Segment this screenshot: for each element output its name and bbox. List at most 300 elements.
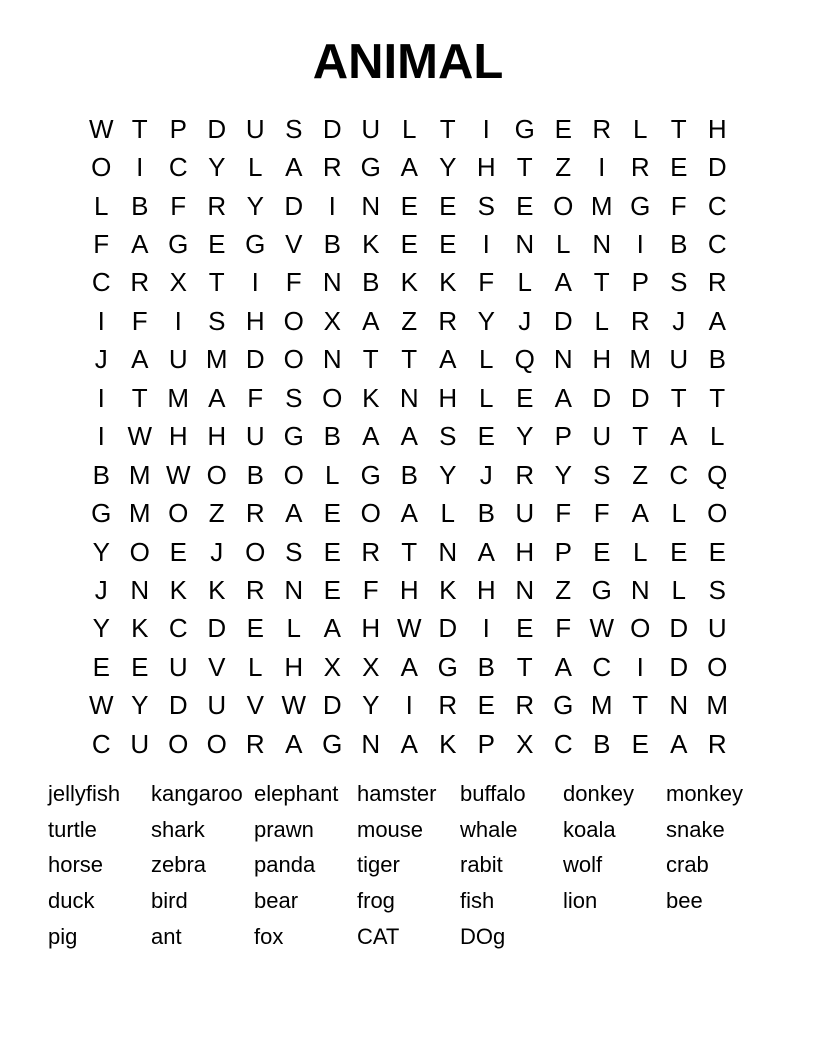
grid-letter: O (283, 344, 304, 375)
grid-letter: A (400, 498, 418, 529)
grid-letter: Y (92, 613, 110, 644)
grid-letter: L (594, 305, 609, 336)
grid-letter: P (554, 536, 572, 567)
word-list-item: horse (48, 852, 104, 878)
grid-letter: H (707, 113, 727, 144)
word-list-item: whale (460, 816, 518, 842)
word-list-item: prawn (254, 816, 314, 842)
grid-letter: X (323, 305, 341, 336)
word-list-item: buffalo (460, 780, 526, 806)
grid-letter: F (170, 190, 187, 221)
word-list-item: monkey (666, 780, 744, 806)
grid-letter: E (670, 152, 688, 183)
grid-letter: L (479, 382, 494, 413)
grid-letter: A (554, 267, 572, 298)
grid-letter: G (553, 690, 574, 721)
word-list-empty-cell (666, 919, 769, 955)
grid-letter: I (97, 305, 105, 336)
word-search-grid (82, 110, 737, 763)
grid-letter: N (322, 267, 342, 298)
grid-letter: R (438, 305, 458, 336)
grid-letter: L (248, 651, 263, 682)
grid-letter: X (516, 728, 534, 759)
grid-letter: T (632, 690, 649, 721)
word-list-empty-cell (563, 919, 666, 955)
grid-letter: U (130, 728, 150, 759)
grid-letter: R (322, 152, 342, 183)
grid-letter: E (323, 498, 341, 529)
grid-letter: O (707, 651, 728, 682)
grid-letter: H (361, 613, 381, 644)
grid-letter: X (169, 267, 187, 298)
grid-letter: H (245, 305, 265, 336)
grid-letter: R (707, 728, 727, 759)
grid-letter: Y (477, 305, 495, 336)
grid-letter: F (285, 267, 302, 298)
grid-letter: R (630, 152, 650, 183)
word-list-item: bee (666, 888, 703, 914)
grid-letter: P (631, 267, 649, 298)
grid-letter: O (707, 498, 728, 529)
grid-letter: U (245, 421, 265, 452)
grid-letter: U (361, 113, 381, 144)
grid-letter: L (710, 421, 725, 452)
grid-letter: G (168, 229, 189, 260)
grid-letter: D (207, 113, 227, 144)
grid-letter: T (401, 536, 418, 567)
word-list-item: fish (460, 888, 495, 914)
grid-letter: F (362, 574, 379, 605)
grid-letter: D (207, 613, 227, 644)
grid-letter: R (515, 690, 535, 721)
word-list-item: bird (151, 888, 188, 914)
grid-letter: F (131, 305, 148, 336)
grid-letter: G (360, 152, 381, 183)
grid-letter: C (707, 229, 727, 260)
grid-letter: T (516, 651, 533, 682)
grid-letter: L (402, 113, 417, 144)
grid-letter: U (168, 344, 188, 375)
word-list-item: donkey (563, 780, 634, 806)
grid-letter: J (210, 536, 224, 567)
grid-letter: Z (555, 574, 572, 605)
grid-letter: G (437, 651, 458, 682)
grid-letter: E (670, 536, 688, 567)
grid-letter: P (477, 728, 495, 759)
grid-letter: O (129, 536, 150, 567)
grid-letter: T (593, 267, 610, 298)
grid-letter: F (478, 267, 495, 298)
grid-letter: J (94, 574, 108, 605)
grid-letter: O (245, 536, 266, 567)
grid-letter: G (283, 421, 304, 452)
grid-letter: T (362, 344, 379, 375)
grid-letter: R (245, 498, 265, 529)
grid-letter: D (284, 190, 304, 221)
grid-letter: C (669, 459, 689, 490)
word-list-item: kangaroo (151, 780, 243, 806)
grid-letter: Q (514, 344, 535, 375)
grid-letter: B (362, 267, 380, 298)
grid-letter: L (671, 574, 686, 605)
grid-letter: J (479, 459, 493, 490)
grid-letter: F (555, 498, 572, 529)
grid-letter: E (477, 690, 495, 721)
grid-letter: D (322, 690, 342, 721)
grid-letter: A (285, 152, 303, 183)
grid-letter: A (400, 728, 418, 759)
grid-letter: U (669, 344, 689, 375)
grid-letter: E (400, 190, 418, 221)
grid-letter: T (401, 344, 418, 375)
grid-letter: D (553, 305, 573, 336)
grid-letter: E (131, 651, 149, 682)
word-list-item: panda (254, 852, 316, 878)
word-list-item: fox (254, 924, 284, 950)
grid-letter: N (592, 229, 612, 260)
grid-letter: W (589, 613, 615, 644)
grid-letter: Z (632, 459, 649, 490)
grid-letter: A (362, 421, 380, 452)
word-list-item: turtle (48, 816, 97, 842)
grid-letter: T (439, 113, 456, 144)
grid-letter: O (360, 498, 381, 529)
grid-letter: D (630, 382, 650, 413)
grid-letter: O (630, 613, 651, 644)
grid-letter: I (482, 613, 490, 644)
grid-letter: G (591, 574, 612, 605)
grid-letter: W (281, 690, 307, 721)
grid-letter: K (439, 574, 457, 605)
grid-letter: N (322, 344, 342, 375)
grid-letter: L (325, 459, 340, 490)
grid-letter: K (169, 574, 187, 605)
grid-letter: C (553, 728, 573, 759)
page-title: ANIMAL (312, 35, 504, 89)
grid-letter: Y (439, 459, 457, 490)
grid-letter: S (285, 382, 303, 413)
grid-letter: I (97, 421, 105, 452)
grid-letter: R (130, 267, 150, 298)
grid-letter: D (168, 690, 188, 721)
grid-letter: I (598, 152, 606, 183)
grid-letter: S (708, 574, 726, 605)
grid-letter: A (362, 305, 380, 336)
grid-letter: Y (246, 190, 264, 221)
grid-letter: V (246, 690, 264, 721)
grid-letter: U (245, 113, 265, 144)
grid-letter: E (516, 382, 534, 413)
grid-letter: I (405, 690, 413, 721)
grid-letter: S (285, 113, 303, 144)
grid-letter: M (590, 690, 613, 721)
grid-letter: K (362, 382, 380, 413)
grid-letter: T (516, 152, 533, 183)
grid-letter: B (131, 190, 149, 221)
grid-letter: L (440, 498, 455, 529)
grid-letter: O (168, 728, 189, 759)
grid-letter: J (518, 305, 532, 336)
grid-letter: E (400, 229, 418, 260)
grid-letter: A (670, 421, 688, 452)
word-list-item: pig (48, 924, 78, 950)
word-list-item: bear (254, 888, 299, 914)
grid-letter: R (630, 305, 650, 336)
grid-letter: A (208, 382, 226, 413)
grid-letter: K (439, 267, 457, 298)
grid-letter: F (93, 229, 110, 260)
grid-letter: F (247, 382, 264, 413)
grid-letter: A (285, 728, 303, 759)
grid-letter: T (131, 113, 148, 144)
grid-letter: S (439, 421, 457, 452)
grid-letter: A (439, 344, 457, 375)
grid-letter: O (91, 152, 112, 183)
grid-letter: E (323, 574, 341, 605)
grid-letter: H (515, 536, 535, 567)
grid-letter: N (669, 690, 689, 721)
grid-letter: F (670, 190, 687, 221)
grid-letter: C (91, 728, 111, 759)
grid-letter: B (593, 728, 611, 759)
grid-letter: Q (707, 459, 728, 490)
grid-letter: A (554, 382, 572, 413)
grid-letter: M (629, 344, 652, 375)
grid-letter: D (669, 651, 689, 682)
grid-letter: T (709, 382, 726, 413)
grid-letter: K (439, 728, 457, 759)
word-list-item: zebra (151, 852, 207, 878)
grid-letter: J (672, 305, 686, 336)
grid-letter: I (328, 190, 336, 221)
grid-letter: S (477, 190, 495, 221)
grid-letter: C (707, 190, 727, 221)
grid-letter: T (131, 382, 148, 413)
grid-letter: W (165, 459, 191, 490)
grid-letter: N (284, 574, 304, 605)
grid-letter: Y (439, 152, 457, 183)
grid-letter: M (128, 498, 151, 529)
word-list-item: crab (666, 852, 709, 878)
grid-letter: B (400, 459, 418, 490)
grid-letter: Z (555, 152, 572, 183)
grid-letter: Y (516, 421, 534, 452)
grid-letter: V (208, 651, 226, 682)
grid-letter: G (91, 498, 112, 529)
grid-letter: W (88, 113, 114, 144)
grid-letter: A (400, 651, 418, 682)
grid-letter: T (670, 113, 687, 144)
grid-letter: A (131, 229, 149, 260)
word-list (48, 776, 769, 955)
grid-letter: M (590, 190, 613, 221)
grid-letter: E (208, 229, 226, 260)
grid-letter: I (251, 267, 259, 298)
grid-letter: R (207, 190, 227, 221)
grid-letter: G (514, 113, 535, 144)
grid-letter: E (439, 190, 457, 221)
grid-letter: M (205, 344, 228, 375)
grid-letter: B (708, 344, 726, 375)
grid-letter: L (633, 536, 648, 567)
grid-letter: E (477, 421, 495, 452)
grid-letter: I (636, 651, 644, 682)
grid-letter: D (322, 113, 342, 144)
grid-letter: U (592, 421, 612, 452)
grid-letter: B (477, 651, 495, 682)
grid-letter: L (479, 344, 494, 375)
grid-letter: A (670, 728, 688, 759)
grid-letter: C (91, 267, 111, 298)
grid-letter: E (631, 728, 649, 759)
grid-letter: L (633, 113, 648, 144)
grid-letter: E (323, 536, 341, 567)
grid-letter: G (630, 190, 651, 221)
grid-letter: Y (362, 690, 380, 721)
grid-letter: I (482, 229, 490, 260)
grid-letter: T (670, 382, 687, 413)
grid-letter: F (593, 498, 610, 529)
grid-letter: K (131, 613, 149, 644)
grid-letter: F (555, 613, 572, 644)
grid-letter: D (669, 613, 689, 644)
grid-letter: C (168, 152, 188, 183)
grid-letter: M (128, 459, 151, 490)
grid-letter: K (400, 267, 418, 298)
grid-letter: H (399, 574, 419, 605)
grid-letter: N (361, 190, 381, 221)
grid-letter: O (283, 305, 304, 336)
grid-letter: N (515, 574, 535, 605)
grid-letter: N (130, 574, 150, 605)
grid-letter: O (283, 459, 304, 490)
word-list-item: CAT (357, 924, 400, 950)
grid-letter: S (208, 305, 226, 336)
grid-letter: I (136, 152, 144, 183)
grid-letter: E (516, 190, 534, 221)
grid-letter: I (636, 229, 644, 260)
grid-letter: S (285, 536, 303, 567)
grid-letter: O (206, 459, 227, 490)
grid-letter: E (708, 536, 726, 567)
grid-letter: U (515, 498, 535, 529)
grid-letter: R (245, 728, 265, 759)
word-list-item: rabit (460, 852, 503, 878)
grid-letter: B (92, 459, 110, 490)
grid-letter: N (361, 728, 381, 759)
grid-letter: T (632, 421, 649, 452)
grid-letter: S (670, 267, 688, 298)
word-list-item: jellyfish (48, 780, 121, 806)
grid-letter: B (323, 421, 341, 452)
grid-letter: R (438, 690, 458, 721)
grid-letter: H (476, 574, 496, 605)
grid-letter: S (593, 459, 611, 490)
word-list-item: mouse (357, 816, 424, 842)
grid-letter: A (631, 498, 649, 529)
grid-letter: E (246, 613, 264, 644)
grid-letter: H (207, 421, 227, 452)
grid-letter: G (360, 459, 381, 490)
word-list-item: koala (563, 816, 616, 842)
grid-letter: X (362, 651, 380, 682)
grid-letter: K (208, 574, 226, 605)
grid-letter: H (284, 651, 304, 682)
grid-letter: I (482, 113, 490, 144)
grid-letter: I (174, 305, 182, 336)
grid-letter: N (399, 382, 419, 413)
grid-letter: A (554, 651, 572, 682)
grid-letter: B (246, 459, 264, 490)
grid-letter: A (400, 152, 418, 183)
grid-letter: L (286, 613, 301, 644)
word-list-item: hamster (357, 780, 437, 806)
grid-letter: L (94, 190, 109, 221)
word-list-item: ant (151, 924, 182, 950)
grid-letter: B (323, 229, 341, 260)
grid-letter: A (400, 421, 418, 452)
grid-letter: R (592, 113, 612, 144)
grid-letter: B (670, 229, 688, 260)
grid-letter: D (438, 613, 458, 644)
grid-letter: R (361, 536, 381, 567)
grid-letter: O (322, 382, 343, 413)
grid-letter: N (515, 229, 535, 260)
grid-letter: E (92, 651, 110, 682)
grid-letter: E (439, 229, 457, 260)
grid-letter: G (322, 728, 343, 759)
grid-letter: A (323, 613, 341, 644)
grid-letter: L (671, 498, 686, 529)
grid-letter: R (707, 267, 727, 298)
grid-letter: P (554, 421, 572, 452)
grid-letter: T (208, 267, 225, 298)
grid-letter: W (88, 690, 114, 721)
grid-letter: E (169, 536, 187, 567)
grid-letter: Z (208, 498, 225, 529)
word-list-item: frog (357, 888, 395, 914)
word-list-item: lion (563, 888, 598, 914)
grid-letter: D (592, 382, 612, 413)
word-list-item: DOg (460, 924, 506, 950)
grid-letter: U (707, 613, 727, 644)
grid-letter: N (553, 344, 573, 375)
grid-letter: P (169, 113, 187, 144)
grid-letter: K (362, 229, 380, 260)
grid-letter: O (168, 498, 189, 529)
grid-letter: L (556, 229, 571, 260)
grid-letter: R (245, 574, 265, 605)
grid-letter: D (245, 344, 265, 375)
grid-letter: L (517, 267, 532, 298)
grid-letter: E (593, 536, 611, 567)
grid-letter: D (707, 152, 727, 183)
grid-letter: O (206, 728, 227, 759)
grid-letter: Y (131, 690, 149, 721)
word-list-item: shark (151, 816, 205, 842)
grid-letter: Y (92, 536, 110, 567)
grid-letter: Y (208, 152, 226, 183)
grid-letter: O (553, 190, 574, 221)
word-list-item: tiger (357, 852, 400, 878)
grid-letter: E (516, 613, 534, 644)
grid-letter: B (477, 498, 495, 529)
grid-letter: A (131, 344, 149, 375)
grid-letter: M (167, 382, 190, 413)
grid-letter: H (438, 382, 458, 413)
grid-letter: L (248, 152, 263, 183)
grid-letter: W (127, 421, 153, 452)
